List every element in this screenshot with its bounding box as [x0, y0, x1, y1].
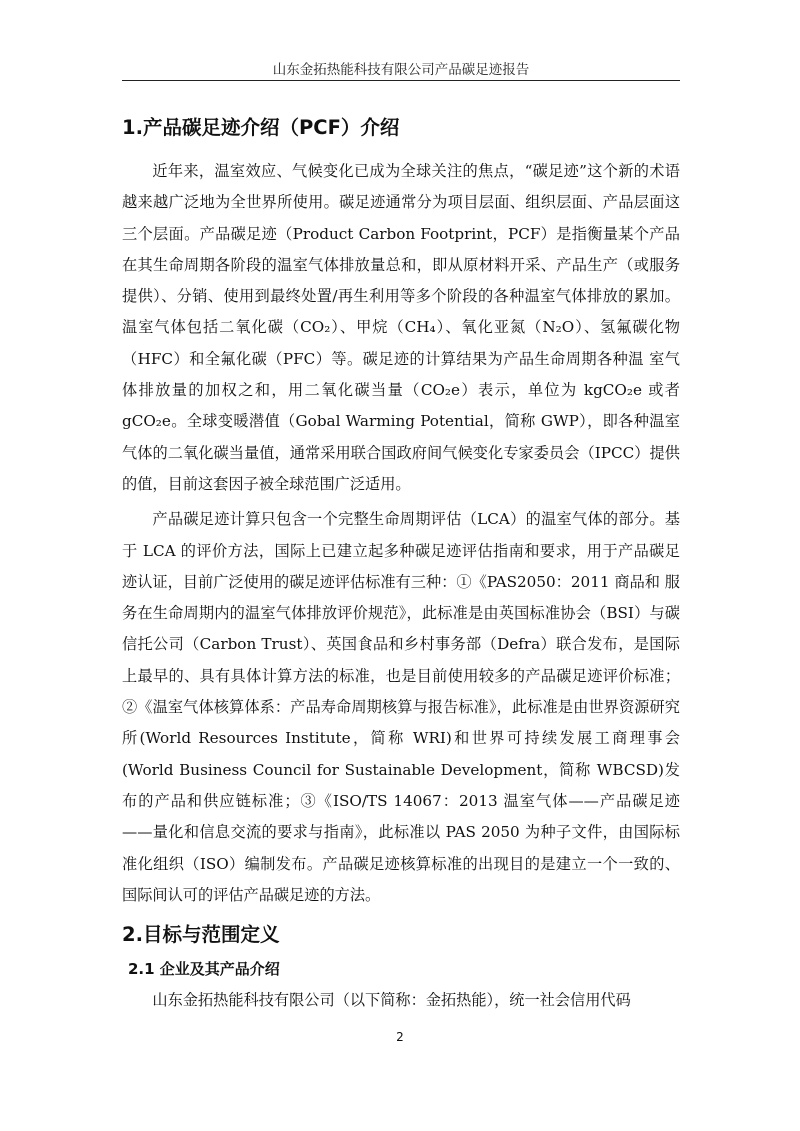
page-header: [122, 44, 680, 81]
page-content: [122, 104, 680, 1016]
section-2-1-heading: 2.1 企业及其产品介绍: [128, 960, 280, 979]
header-title: 山东金拓热能科技有限公司产品碳足迹报告: [272, 62, 530, 78]
section-1-paragraph-2: 产品碳足迹计算只包含一个完整生命周期评估（LCA）的温室气体的部分。基于 LCA 的评价方法，国际上已建立起多种碳足迹评估指南和要求，用于产品碳足迹认证，目前广泛使用的碳足迹评估标准有三种：①《PAS2050：2011 商品和 服务在生命周期内的温室气体排放评价规范》，此标准是由英国标准协会（BSI）与碳信托公司（Carbon Trust）、英国食品和乡村事务部（Defra）联合发布，是国际上最早的、具有具体计算方法的标准，也是目前使用较多的产品碳足迹评价标准；②《温室气体核算体系：产品寿命周期核算与报告标准》，此标准是由世界资源研究所(World Resources Institute，简称 WRI)和世界可持续发展工商理事会(World Business Council for Sustainable Development，简称 WBCSD)发布的产品和供应链标准；③《ISO/TS 14067：2013 温室气体——产品碳足迹——量化和信息交流的要求与指南》，此标准以 PAS 2050 为种子文件，由国际标准化组织（ISO）编制发布。产品碳足迹核算标准的出现目的是建立一个一致的、国际间认可的评估产品碳足迹的方法。: [122, 510, 680, 904]
section-2-1-paragraph: 山东金拓热能科技有限公司（以下简称：金拓热能），统一社会信用代码: [152, 991, 631, 1010]
page-number: 2: [396, 1030, 404, 1044]
section-1-paragraph-1: 近年来，温室效应、气候变化已成为全球关注的焦点，“碳足迹”这个新的术语越来越广泛地为全世界所使用。碳足迹通常分为项目层面、组织层面、产品层面这三个层面。产品碳足迹（Product Carbon Footprint，PCF）是指衡量某个产品在其生命周期各阶段的温室气体排放量总和，即从原材料开采、产品生产（或服务提供）、分销、使用到最终处置/再生利用等多个阶段的各种温室气体排放的累加。温室气体包括二氧化碳（CO₂）、甲烷（CH₄）、氧化亚氮（N₂O）、氢氟碳化物（HFC）和全氟化碳（PFC）等。碳足迹的计算结果为产品生命周期各种温 室气体排放量的加权之和，用二氧化碳当量（CO₂e）表示，单位为 kgCO₂e 或者 gCO₂e。全球变暖潜值（Gobal Warming Potential，简称 GWP），即各种温室气体的二氧化碳当量值，通常采用联合国政府间气候变化专家委员会（IPCC）提供的值，目前这套因子被全球范围广泛适用。: [122, 162, 680, 493]
section-2-heading: 2.目标与范围定义: [122, 923, 280, 947]
section-1-heading: 1.产品碳足迹介绍（PCF）介绍: [122, 116, 400, 139]
